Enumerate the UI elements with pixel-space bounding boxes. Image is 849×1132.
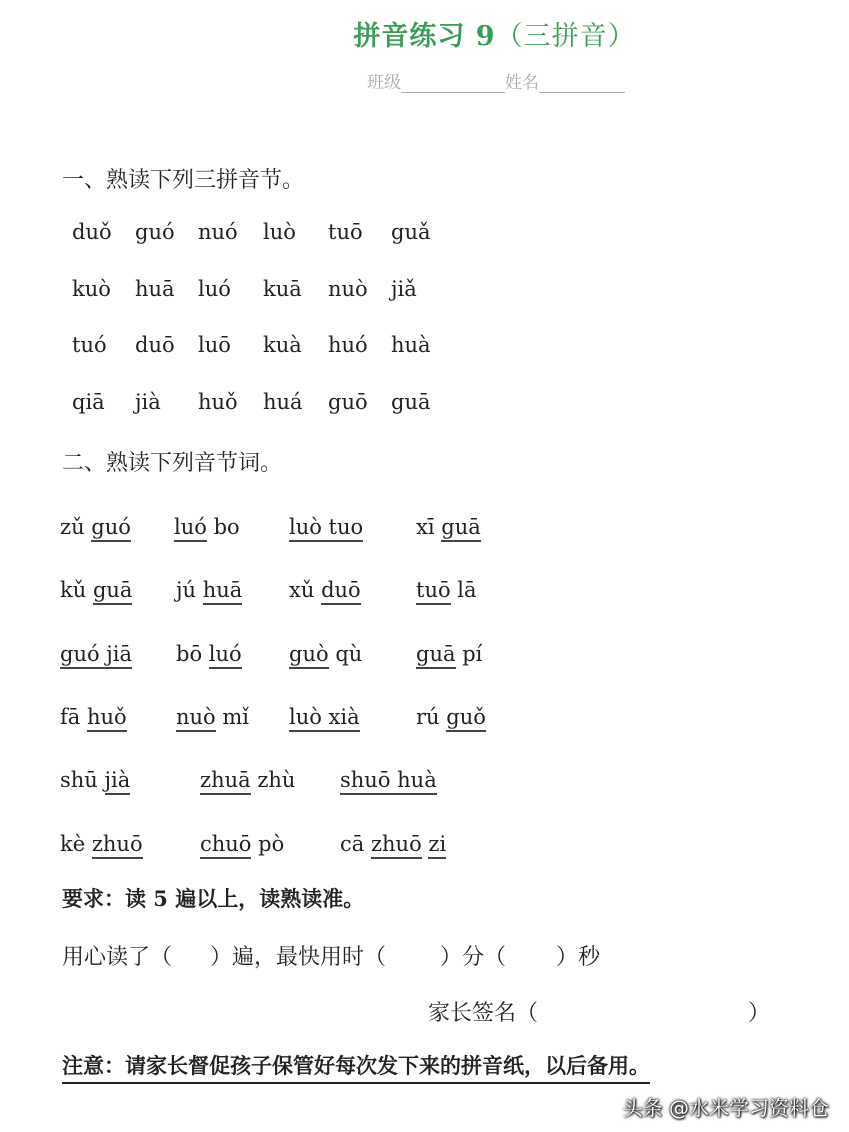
syllable: mǐ xyxy=(222,705,250,729)
syllable: guó xyxy=(135,220,175,244)
underlined-syllable: nuò xyxy=(176,705,216,732)
underlined-syllable: luò tuo xyxy=(289,515,363,542)
syllable: kuà xyxy=(263,333,302,357)
pinyin-word xyxy=(416,515,481,539)
syllable: guō xyxy=(328,390,368,414)
syllable: luō xyxy=(198,333,231,357)
pinyin-word xyxy=(289,705,360,729)
syllable: huā xyxy=(135,277,175,301)
name-label: 姓名 xyxy=(505,73,539,93)
page-title xyxy=(0,14,849,53)
underlined-syllable: guǒ xyxy=(446,705,486,732)
syllable: shū xyxy=(60,768,98,792)
pinyin-word xyxy=(60,832,143,856)
pinyin-word xyxy=(200,832,284,856)
class-label: 班级 xyxy=(367,73,401,93)
title-paren: （三拼音） xyxy=(495,21,636,52)
underlined-syllable: guó xyxy=(91,515,131,542)
underlined-syllable: luó xyxy=(209,642,242,669)
pinyin-word xyxy=(176,642,242,666)
syllable: lā xyxy=(457,578,477,602)
syllable: jú xyxy=(176,578,197,602)
syllable: guǎ xyxy=(391,220,431,244)
underlined-syllable: guò xyxy=(289,642,329,669)
reading-record xyxy=(62,940,600,971)
syllable: qiā xyxy=(72,390,105,414)
syllable: qù xyxy=(335,642,363,666)
syllable: huá xyxy=(263,390,303,414)
pinyin-word xyxy=(60,642,132,666)
syllable: zǔ xyxy=(60,515,85,539)
underlined-syllable: zhuō xyxy=(92,832,143,859)
pinyin-word xyxy=(416,705,486,729)
syllable: pí xyxy=(462,642,483,666)
syllable: fā xyxy=(60,705,81,729)
syllable: duō xyxy=(135,333,175,357)
underlined-syllable: chuō xyxy=(200,832,251,859)
underlined-syllable: guó jiā xyxy=(60,642,132,669)
record-part3: ）分（ xyxy=(440,945,507,970)
pinyin-word xyxy=(416,578,477,602)
syllable: jiǎ xyxy=(391,277,417,301)
record-part4: ）秒 xyxy=(556,945,601,970)
syllable: luò xyxy=(263,220,296,244)
underlined-syllable: zi xyxy=(428,832,446,859)
underlined-syllable: guā xyxy=(441,515,481,542)
pinyin-word xyxy=(340,832,446,856)
syllable: pò xyxy=(258,832,285,856)
underlined-syllable: guā xyxy=(416,642,456,669)
syllable: nuó xyxy=(198,220,238,244)
syllable: kuā xyxy=(263,277,302,301)
syllable: cā xyxy=(340,832,365,856)
underlined-syllable: shuō huà xyxy=(340,768,437,795)
sign-label: 家长签名（ xyxy=(428,1001,539,1026)
underlined-syllable: zhuā xyxy=(200,768,251,795)
underlined-syllable: zhuō xyxy=(371,832,422,859)
pinyin-word xyxy=(416,642,482,666)
record-part1: 用心读了（ xyxy=(62,945,173,970)
pinyin-word xyxy=(176,578,242,602)
syllable: rú xyxy=(416,705,440,729)
note-text: 注意：请家长督促孩子保管好每次发下来的拼音纸，以后备用。 xyxy=(62,1050,650,1084)
syllable: xǔ xyxy=(289,578,315,602)
record-part2: ）遍，最快用时（ xyxy=(210,945,387,970)
section1-heading: 一、熟读下列三拼音节。 xyxy=(62,168,305,193)
underlined-syllable: duō xyxy=(321,578,361,605)
student-info-line xyxy=(367,68,625,93)
syllable: huà xyxy=(391,333,431,357)
pinyin-word xyxy=(60,768,130,792)
syllable: kuò xyxy=(72,277,111,301)
syllable: jià xyxy=(135,390,161,414)
syllable: xī xyxy=(416,515,435,539)
underlined-syllable: jià xyxy=(105,768,131,795)
syllable: tuó xyxy=(72,333,107,357)
parent-signature xyxy=(428,996,770,1027)
syllable: luó xyxy=(198,277,231,301)
syllable: tuō xyxy=(328,220,363,244)
pinyin-word xyxy=(340,768,437,792)
underlined-syllable: luó xyxy=(174,515,207,542)
pinyin-word xyxy=(289,515,363,539)
pinyin-word xyxy=(60,578,132,602)
syllable: huǒ xyxy=(198,390,238,414)
pinyin-word xyxy=(176,705,249,729)
syllable: zhù xyxy=(257,768,296,792)
underlined-syllable: luò xià xyxy=(289,705,360,732)
syllable: kè xyxy=(60,832,86,856)
syllable: duǒ xyxy=(72,220,112,244)
underlined-syllable: huǒ xyxy=(87,705,127,732)
pinyin-word xyxy=(289,642,362,666)
syllable: bo xyxy=(213,515,240,539)
pinyin-word xyxy=(174,515,240,539)
watermark: 头条 @水米学习资料仓 xyxy=(622,1096,829,1120)
pinyin-word xyxy=(60,705,127,729)
syllable: guā xyxy=(391,390,431,414)
pinyin-word xyxy=(60,515,131,539)
underlined-syllable: huā xyxy=(203,578,243,605)
section2-heading: 二、熟读下列音节词。 xyxy=(62,451,283,476)
sign-close: ） xyxy=(748,1001,771,1026)
underlined-syllable: guā xyxy=(93,578,133,605)
pinyin-word xyxy=(200,768,295,792)
syllable: bō xyxy=(176,642,203,666)
name-blank[interactable] xyxy=(539,74,625,93)
pinyin-word xyxy=(289,578,361,602)
syllable: nuò xyxy=(328,277,368,301)
syllable: huó xyxy=(328,333,368,357)
syllable: kǔ xyxy=(60,578,87,602)
title-main: 拼音练习 9 xyxy=(353,21,496,52)
class-blank[interactable] xyxy=(401,74,505,93)
underlined-syllable: tuō xyxy=(416,578,451,605)
requirement-text: 要求：读 5 遍以上，读熟读准。 xyxy=(62,886,365,911)
